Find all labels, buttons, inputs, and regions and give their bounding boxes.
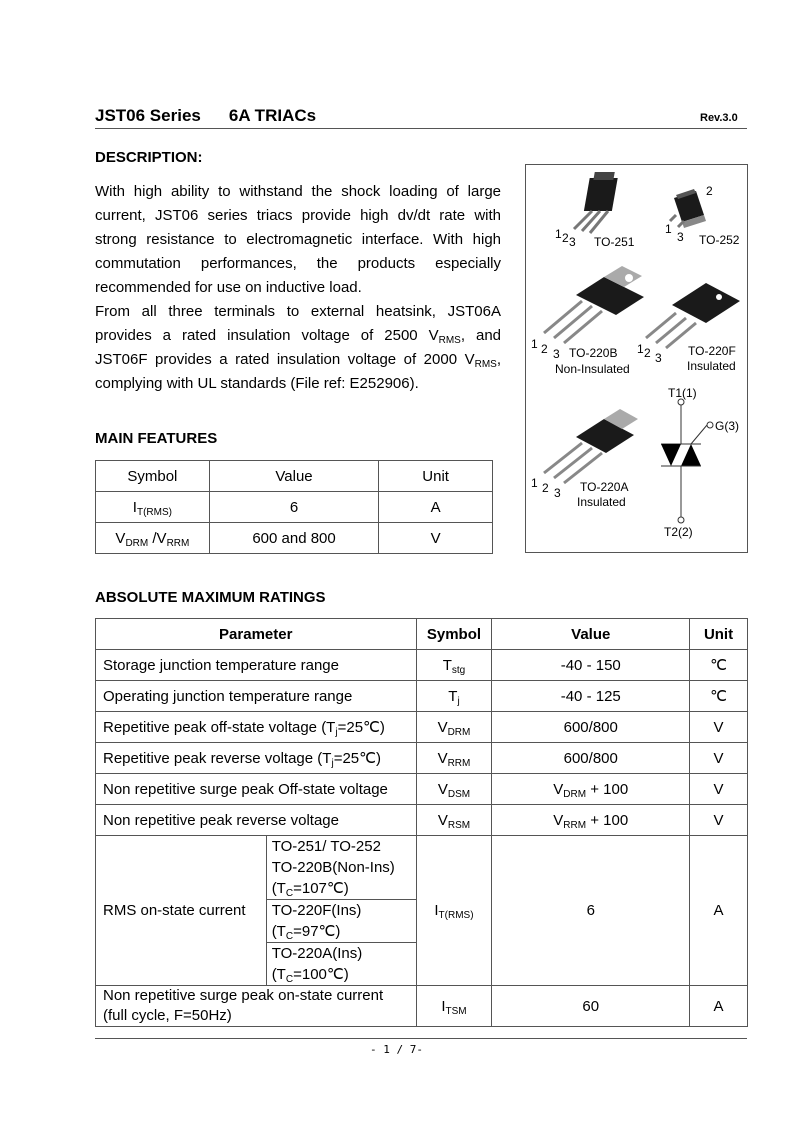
parameter-cell: Non repetitive surge peak on-state current (full cycle, F=50Hz) <box>96 986 417 1027</box>
to220a-package-icon <box>544 409 638 483</box>
parameter-cell: Repetitive peak off-state voltage $(T_j=25℃)$ <box>96 712 417 743</box>
unit-cell: V <box>690 712 748 743</box>
to220a-pin2: 2 <box>542 481 549 495</box>
to220a-label-1: TO-220A <box>580 480 629 494</box>
to220b-label-1: TO-220B <box>569 346 618 360</box>
to251-label: TO-251 <box>594 235 635 249</box>
col-header-value: Value <box>209 461 379 492</box>
to220b-package-icon <box>544 266 644 343</box>
to220b-pin3: 3 <box>553 347 560 361</box>
to220b-pin1: 1 <box>531 337 538 351</box>
unit-cell: V <box>690 805 748 836</box>
to220f-pin1: 1 <box>637 342 644 356</box>
package-illustrations <box>525 164 748 553</box>
ratings-heading: ABSOLUTE MAXIMUM RATINGS <box>95 589 326 606</box>
symbol-cell: $I_{T(RMS)}$ <box>416 836 492 986</box>
main-features-heading: MAIN FEATURES <box>95 430 218 447</box>
col-header-symbol: Symbol <box>416 619 492 650</box>
symbol-cell: $V_{DSM}$ <box>416 774 492 805</box>
value-cell: $V_{DRM} + 100$ <box>492 774 690 805</box>
to220b-pin2: 2 <box>541 342 548 356</box>
to251-pin2: 2 <box>562 231 569 245</box>
table-row <box>96 523 493 554</box>
unit-cell: V <box>690 743 748 774</box>
symbol-cell: $I_{TSM}$ <box>416 986 492 1027</box>
terminal-t2-label: T2(2) <box>664 525 693 539</box>
col-header-unit: Unit <box>690 619 748 650</box>
unit-cell: A <box>690 836 748 986</box>
table-row <box>96 650 748 681</box>
terminal-gate-label: G(3) <box>715 419 739 433</box>
table-row <box>96 492 493 523</box>
to252-pin3: 3 <box>677 230 684 244</box>
parameter-cell: Operating junction temperature range <box>96 681 417 712</box>
to220a-label-2: Insulated <box>577 495 626 509</box>
value-cell: -40 - 150 <box>492 650 690 681</box>
to252-label: TO-252 <box>699 233 740 247</box>
main-features-table <box>95 460 493 554</box>
series-name: JST06 Series <box>95 106 201 125</box>
parameter-cell: Storage junction temperature range <box>96 650 417 681</box>
symbol-cell: $V_{RSM}$ <box>416 805 492 836</box>
footer-rule <box>95 1038 747 1039</box>
package-cell: TO-220A(Ins) $(T_C=100℃)$ <box>266 943 416 986</box>
symbol-cell: $T_j$ <box>416 681 492 712</box>
unit-cell: V <box>379 523 493 554</box>
unit-cell: A <box>690 986 748 1027</box>
col-header-value: Value <box>492 619 690 650</box>
value-cell: 6 <box>492 836 690 986</box>
product-name: 6A TRIACs <box>228 106 317 125</box>
value-cell: $V_{RRM} + 100$ <box>492 805 690 836</box>
description-text <box>95 180 501 396</box>
parameter-cell: Non repetitive surge peak Off-state voltage <box>96 774 417 805</box>
package-cell: TO-251/ TO-252 TO-220B(Non-Ins) $(T_C=107℃)$ <box>266 836 416 900</box>
to220f-package-icon <box>646 283 740 348</box>
to252-pin2: 2 <box>706 184 713 198</box>
table-header-row <box>96 461 493 492</box>
to251-pin1: 1 <box>555 227 562 241</box>
symbol-cell: $V_{DRM}$ <box>416 712 492 743</box>
description-para-1: With high ability to withstand the shock loading of large current, JST06 series triacs provide high dv/dt rate with strong resistance to electromagnetic interface. With high commutation performances, the products especially recommended for use on inductive load. <box>95 183 501 296</box>
to220b-label-2: Non-Insulated <box>555 362 630 376</box>
description-heading: DESCRIPTION: <box>95 149 203 166</box>
col-header-parameter: Parameter <box>96 619 417 650</box>
table-row <box>96 805 748 836</box>
table-row <box>96 774 748 805</box>
to220f-pin2: 2 <box>644 346 651 360</box>
triac-symbol-icon <box>661 399 713 523</box>
symbol-cell: $T_{stg}$ <box>416 650 492 681</box>
unit-cell: V <box>690 774 748 805</box>
document-title <box>95 106 316 126</box>
value-cell: 60 <box>492 986 690 1027</box>
table-row <box>96 986 748 1027</box>
to220f-pin3: 3 <box>655 351 662 365</box>
to220a-pin1: 1 <box>531 476 538 490</box>
table-row <box>96 836 748 900</box>
value-cell: 6 <box>209 492 379 523</box>
col-header-symbol: Symbol <box>96 461 210 492</box>
table-row <box>96 712 748 743</box>
header-rule <box>95 128 747 129</box>
revision-label: Rev.3.0 <box>700 112 738 124</box>
page-number: - 1 / 7- <box>370 1043 423 1056</box>
col-header-unit: Unit <box>379 461 493 492</box>
table-header-row <box>96 619 748 650</box>
package-cell: TO-220F(Ins) $(T_C=97℃)$ <box>266 900 416 943</box>
to252-package-icon <box>670 189 706 228</box>
symbol-cell: $I_{T(RMS)}$ <box>96 492 210 523</box>
unit-cell: ℃ <box>690 681 748 712</box>
ratings-table <box>95 618 748 1027</box>
parameter-cell: RMS on-state current <box>96 836 267 986</box>
parameter-cell: Repetitive peak reverse voltage $(T_j=25℃)$ <box>96 743 417 774</box>
parameter-cell: Non repetitive peak reverse voltage <box>96 805 417 836</box>
terminal-t1-label: T1(1) <box>668 386 697 400</box>
to251-package-icon <box>574 172 618 233</box>
table-row <box>96 681 748 712</box>
to220f-label-2: Insulated <box>687 359 736 373</box>
value-cell: 600/800 <box>492 712 690 743</box>
unit-cell: ℃ <box>690 650 748 681</box>
to251-pin3: 3 <box>569 235 576 249</box>
symbol-cell: $V_{DRM}$ $/V_{RRM}$ <box>96 523 210 554</box>
table-row <box>96 743 748 774</box>
to220f-label-1: TO-220F <box>688 344 736 358</box>
to220a-pin3: 3 <box>554 486 561 500</box>
symbol-cell: $V_{RRM}$ <box>416 743 492 774</box>
unit-cell: A <box>379 492 493 523</box>
value-cell: 600 and 800 <box>209 523 379 554</box>
to252-pin1: 1 <box>665 222 672 236</box>
value-cell: 600/800 <box>492 743 690 774</box>
description-para-2: From all three terminals to external heatsink, JST06A provides a rated insulation voltage of 2500 $V_{RMS}$, and JST06F provides a rated insulation voltage of 2000 $V_{RMS}$, complying with UL standards (File ref: E252906). <box>95 303 502 392</box>
value-cell: -40 - 125 <box>492 681 690 712</box>
